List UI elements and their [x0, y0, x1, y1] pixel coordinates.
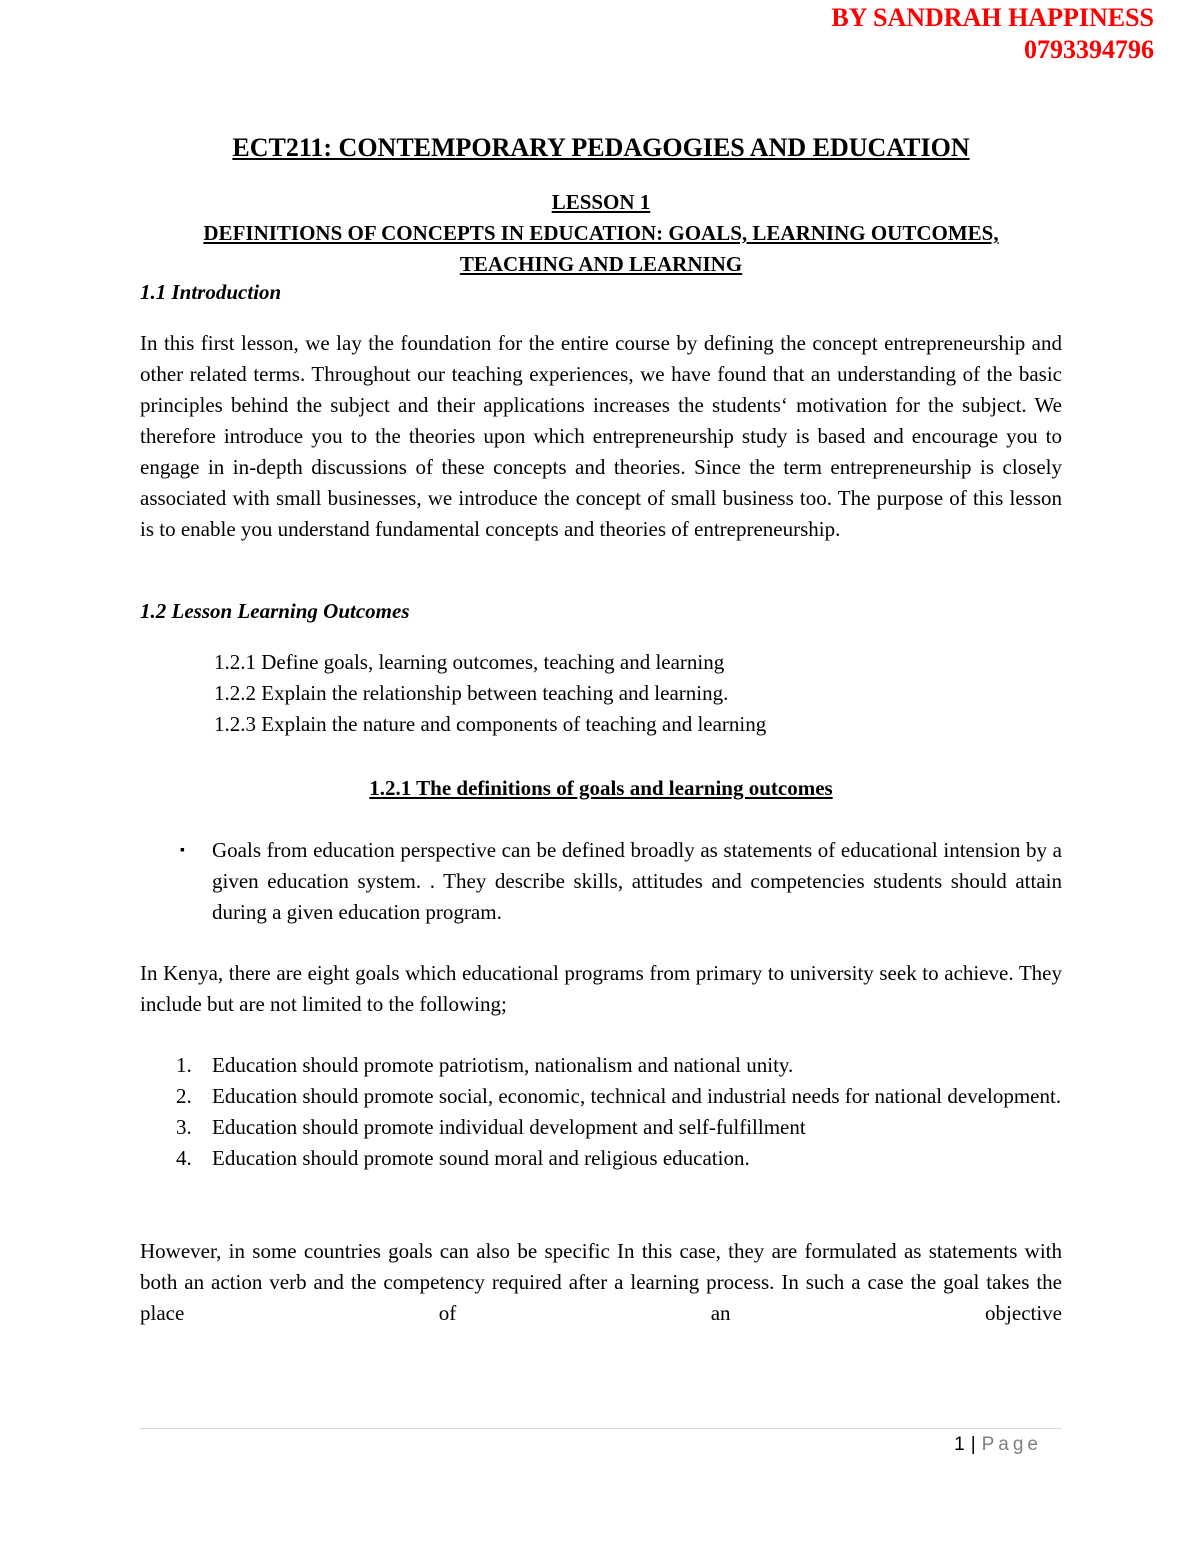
- intro-heading: 1.1 Introduction: [140, 280, 282, 304]
- footer-divider: [140, 1428, 1062, 1429]
- page-label: Page: [981, 1434, 1042, 1455]
- goal-item: [140, 1112, 1062, 1143]
- author-watermark: [831, 2, 1154, 66]
- outcome-item: 1.2.3 Explain the nature and components of teaching and learning: [214, 712, 767, 736]
- goal-item: [140, 1050, 1062, 1081]
- goals-list: [140, 1050, 1062, 1174]
- outcomes-heading: 1.2 Lesson Learning Outcomes: [140, 599, 410, 623]
- lesson-title-line2: TEACHING AND LEARNING: [459, 252, 743, 276]
- goal-text: Education should promote social, economic, technical and industrial needs for national development.: [212, 1084, 1062, 1108]
- page-number: 1: [954, 1434, 965, 1455]
- goal-text: Education should promote patriotism, nationalism and national unity.: [212, 1053, 794, 1077]
- outcomes-list: [214, 647, 766, 740]
- author-phone: 0793394796: [1024, 35, 1154, 64]
- goal-item: [140, 1143, 1062, 1174]
- goal-item: [140, 1081, 1062, 1112]
- goal-text: Education should promote sound moral and religious education.: [212, 1146, 750, 1170]
- bullet-text: Goals from education perspective can be defined broadly as statements of educational intension by a given education system. . They describe skills, attitudes and competencies students should attain during a given education program.: [212, 838, 1062, 924]
- page-separator: |: [970, 1434, 976, 1455]
- section-heading: 1.2.1 The definitions of goals and learning outcomes: [369, 776, 833, 800]
- course-title: ECT211: CONTEMPORARY PEDAGOGIES AND EDUCATION: [232, 133, 970, 162]
- author-name: BY SANDRAH HAPPINESS: [831, 3, 1154, 32]
- lesson-title: [140, 218, 1062, 280]
- goal-text: Education should promote individual development and self-fulfillment: [212, 1115, 806, 1139]
- goal-number: 4.: [176, 1146, 192, 1170]
- goal-number: 2.: [176, 1084, 192, 1108]
- outcome-item: 1.2.2 Explain the relationship between teaching and learning.: [214, 681, 729, 705]
- lesson-label: LESSON 1: [551, 190, 651, 214]
- bullet-icon: ▪: [180, 843, 185, 858]
- closing-paragraph: However, in some countries goals can also be specific In this case, they are formulated as statements with both an action verb and the competency required after a learning process. In such a case the goal takes the place of an objective: [140, 1239, 1062, 1325]
- goal-number: 3.: [176, 1115, 192, 1139]
- goal-number: 1.: [176, 1053, 192, 1077]
- page-footer: [954, 1432, 1042, 1458]
- lesson-title-line1: DEFINITIONS OF CONCEPTS IN EDUCATION: GOALS, LEARNING OUTCOMES,: [203, 221, 999, 245]
- outcome-item: 1.2.1 Define goals, learning outcomes, teaching and learning: [214, 650, 725, 674]
- intro-paragraph: In this first lesson, we lay the foundation for the entire course by defining the concept entrepreneurship and other related terms. Throughout our teaching experiences, we have found that an understanding of the basic principles behind the subject and their applications increases the students‘ motivation for the subject. We therefore introduce you to the theories upon which entrepreneurship study is based and encourage you to engage in in-depth discussions of these concepts and theories. Since the term entrepreneurship is closely associated with small businesses, we introduce the concept of small business too. The purpose of this lesson is to enable you understand fundamental concepts and theories of entrepreneurship.: [140, 331, 1062, 541]
- kenya-paragraph: In Kenya, there are eight goals which educational programs from primary to university seek to achieve. They include but are not limited to the following;: [140, 961, 1062, 1016]
